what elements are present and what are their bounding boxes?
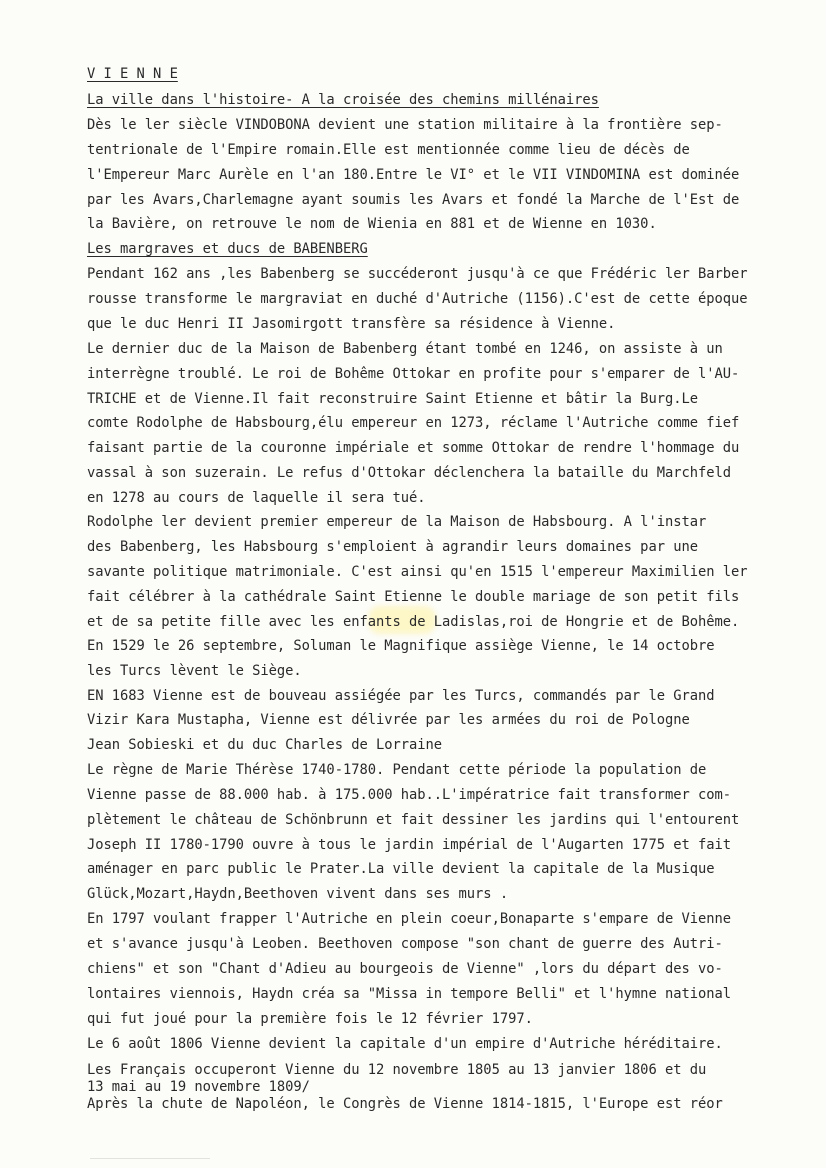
text-line: plètement le château de Schönbrunn et fait dessiner les jardins qui l'entourent	[87, 812, 740, 828]
text-line: qui fut joué pour la première fois le 12 février 1797.	[87, 1011, 533, 1027]
text-line: fait célébrer à la cathédrale Saint Etienne le double mariage de son petit fils	[87, 589, 740, 605]
text-line: rousse transforme le margraviat en duché d'Autriche (1156).C'est de cette époque	[87, 291, 748, 307]
text-line: 13 mai au 19 novembre 1809/	[87, 1079, 310, 1095]
text-line: Dès le ler siècle VINDOBONA devient une station militaire à la frontière sep-	[87, 117, 723, 133]
text-line: Le règne de Marie Thérèse 1740-1780. Pendant cette période la population de	[87, 762, 707, 778]
text-line: lontaires viennois, Haydn créa sa "Missa in tempore Belli" et l'hymne national	[87, 986, 732, 1002]
text-line: l'Empereur Marc Aurèle en l'an 180.Entre le VI° et le VII VINDOMINA est dominée	[87, 167, 740, 183]
bottom-rule	[90, 1158, 210, 1159]
text-line: En 1529 le 26 septembre, Soluman le Magnifique assiège Vienne, le 14 octobre	[87, 638, 715, 654]
text-line: vassal à son suzerain. Le refus d'Ottokar déclenchera la bataille du Marchfeld	[87, 465, 732, 481]
text-line: tentrionale de l'Empire romain.Elle est mentionnée comme lieu de décès de	[87, 142, 690, 158]
text-line: TRICHE et de Vienne.Il fait reconstruire Saint Etienne et bâtir la Burg.Le	[87, 391, 698, 407]
text-line: que le duc Henri II Jasomirgott transfère sa résidence à Vienne.	[87, 316, 616, 332]
section-heading: Les margraves et ducs de BABENBERG	[87, 241, 368, 257]
text-line: des Babenberg, les Habsbourg s'emploient à agrandir leurs domaines par une	[87, 539, 698, 555]
text-line: les Turcs lèvent le Siège.	[87, 663, 302, 679]
text-line: comte Rodolphe de Habsbourg,élu empereur en 1273, réclame l'Autriche comme fief	[87, 415, 740, 431]
text-line: Joseph II 1780-1790 ouvre à tous le jardin impérial de l'Augarten 1775 et fait	[87, 837, 732, 853]
section-heading: La ville dans l'histoire- A la croisée des chemins millénaires	[87, 92, 599, 108]
text-line: aménager en parc public le Prater.La ville devient la capitale de la Musique	[87, 861, 715, 877]
text-line: savante politique matrimoniale. C'est ainsi qu'en 1515 l'empereur Maximilien ler	[87, 564, 748, 580]
text-line: la Bavière, on retrouve le nom de Wienia en 881 et de Wienne en 1030.	[87, 216, 657, 232]
text-line: par les Avars,Charlemagne ayant soumis les Avars et fondé la Marche de l'Est de	[87, 192, 740, 208]
text-line: Jean Sobieski et du duc Charles de Lorraine	[87, 737, 443, 753]
text-line: Pendant 162 ans ,les Babenberg se succéderont jusqu'à ce que Frédéric ler Barber	[87, 266, 748, 282]
text-line: en 1278 au cours de laquelle il sera tué.	[87, 490, 426, 506]
text-line: Le 6 août 1806 Vienne devient la capitale d'un empire d'Autriche héréditaire.	[87, 1036, 723, 1052]
text-line: Le dernier duc de la Maison de Babenberg étant tombé en 1246, on assiste à un	[87, 341, 723, 357]
text-line: En 1797 voulant frapper l'Autriche en plein coeur,Bonaparte s'empare de Vienne	[87, 911, 732, 927]
text-line: Rodolphe ler devient premier empereur de la Maison de Habsbourg. A l'instar	[87, 514, 707, 530]
text-line: chiens" et son "Chant d'Adieu au bourgeois de Vienne" ,lors du départ des vo-	[87, 961, 723, 977]
text-line: Vizir Kara Mustapha, Vienne est délivrée par les armées du roi de Pologne	[87, 712, 690, 728]
text-line: faisant partie de la couronne impériale et somme Ottokar de rendre l'hommage du	[87, 440, 740, 456]
text-line: Vienne passe de 88.000 hab. à 175.000 hab..L'impératrice fait transformer com-	[87, 787, 732, 803]
document-title: V I E N N E	[87, 66, 178, 82]
text-line: interrègne troublé. Le roi de Bohême Ottokar en profite pour s'emparer de l'AU-	[87, 366, 740, 382]
text-line: EN 1683 Vienne est de bouveau assiégée par les Turcs, commandés par le Grand	[87, 688, 715, 704]
text-line: Après la chute de Napoléon, le Congrès de Vienne 1814-1815, l'Europe est réor	[87, 1096, 723, 1112]
text-line: Les Français occuperont Vienne du 12 novembre 1805 au 13 janvier 1806 et du	[87, 1062, 707, 1078]
text-line: et de sa petite fille avec les enfants de Ladislas,roi de Hongrie et de Bohême.	[87, 614, 740, 630]
text-line: Glück,Mozart,Haydn,Beethoven vivent dans ses murs .	[87, 886, 509, 902]
text-line: et s'avance jusqu'à Leoben. Beethoven compose "son chant de guerre des Autri-	[87, 936, 723, 952]
